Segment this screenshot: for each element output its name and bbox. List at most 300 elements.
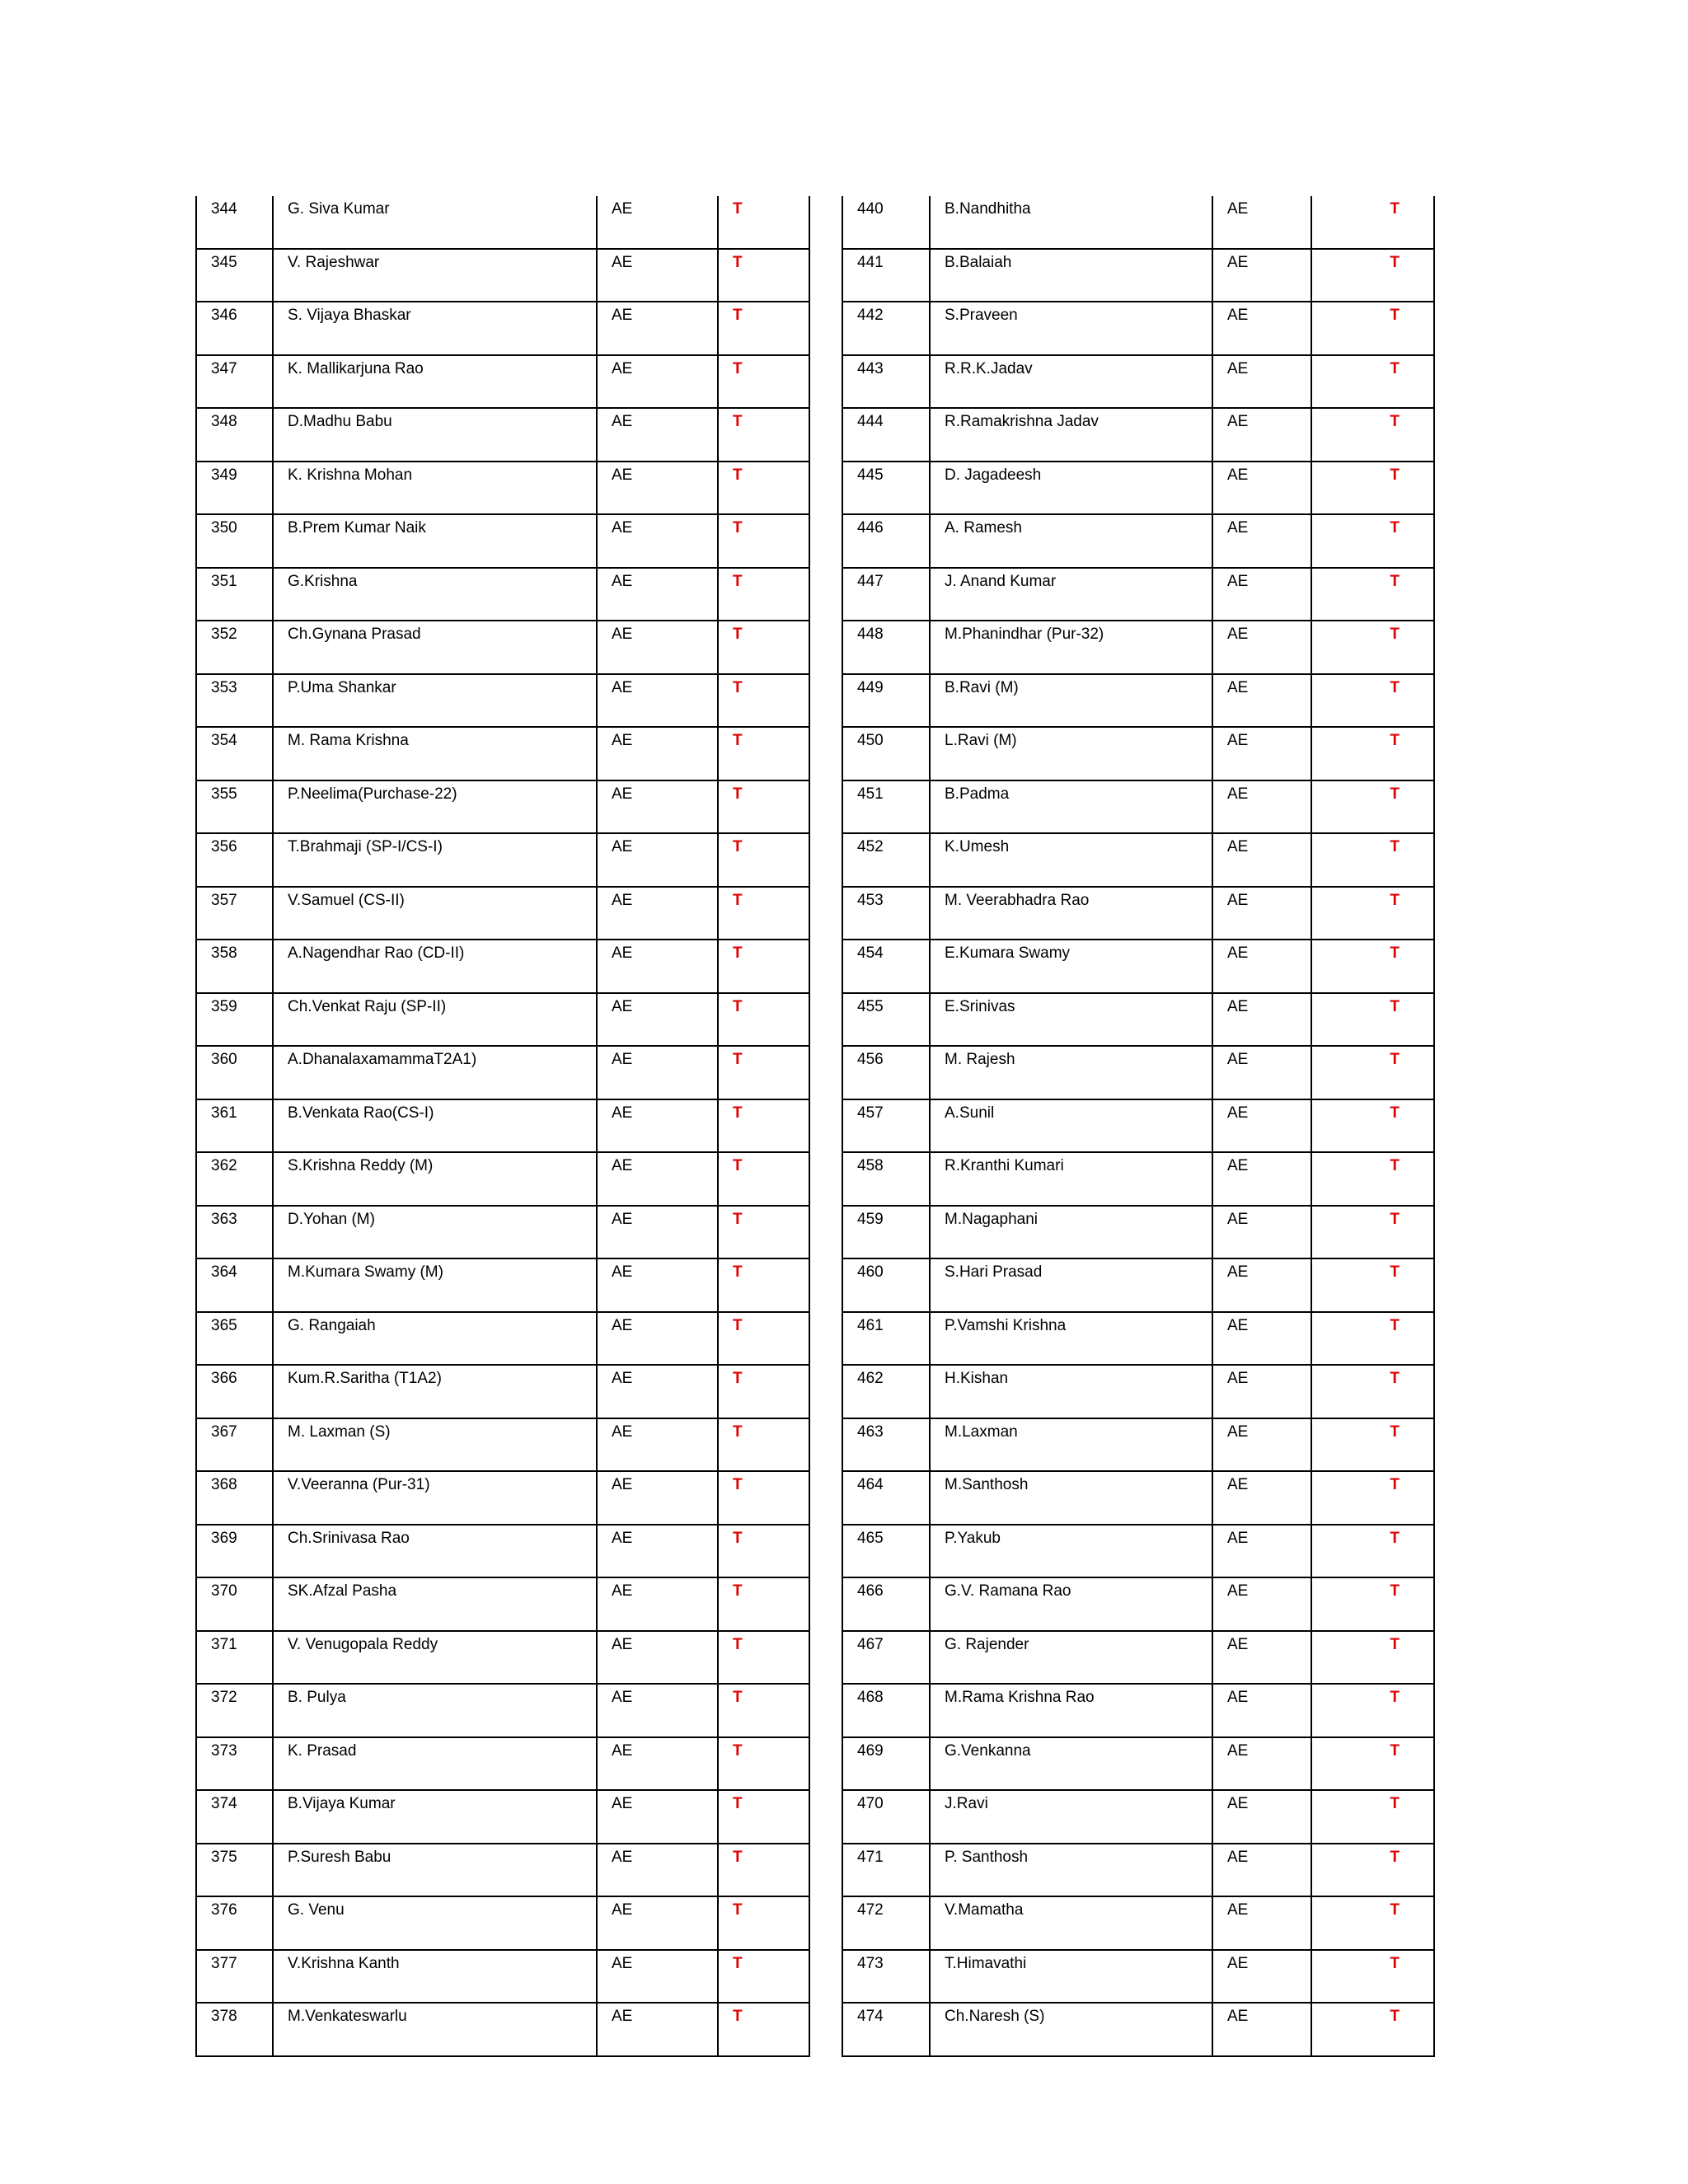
designation-cell: AE <box>1212 1950 1311 2004</box>
status-cell: T <box>718 408 809 462</box>
table-row <box>842 621 1434 674</box>
status-cell: T <box>718 1099 809 1153</box>
status-cell: T <box>1311 1790 1434 1844</box>
status-cell: T <box>1311 1577 1434 1631</box>
status-cell: T <box>718 993 809 1047</box>
serial-number-cell: 465 <box>842 1525 930 1578</box>
employee-name-cell: V. Venugopala Reddy <box>273 1631 597 1685</box>
serial-number-cell: 360 <box>196 1046 273 1099</box>
designation-cell: AE <box>597 1844 718 1897</box>
serial-number-cell: 354 <box>196 727 273 780</box>
table-row <box>842 355 1434 409</box>
designation-cell: AE <box>597 1471 718 1525</box>
serial-number-cell: 349 <box>196 462 273 515</box>
employee-name-cell: G. Rangaiah <box>273 1312 597 1366</box>
table-row <box>196 727 809 780</box>
status-cell: T <box>718 833 809 887</box>
designation-cell: AE <box>597 1206 718 1259</box>
table-row <box>842 940 1434 993</box>
employee-name-cell: G.V. Ramana Rao <box>930 1577 1212 1631</box>
serial-number-cell: 440 <box>842 196 930 249</box>
designation-cell: AE <box>597 196 718 249</box>
designation-cell: AE <box>597 727 718 780</box>
employee-name-cell: S.Praveen <box>930 302 1212 355</box>
table-row <box>842 1312 1434 1366</box>
designation-cell: AE <box>597 887 718 940</box>
designation-cell: AE <box>597 249 718 302</box>
serial-number-cell: 453 <box>842 887 930 940</box>
employee-name-cell: M.Rama Krishna Rao <box>930 1684 1212 1737</box>
serial-number-cell: 463 <box>842 1418 930 1472</box>
employee-name-cell: R.Ramakrishna Jadav <box>930 408 1212 462</box>
employee-name-cell: B.Vijaya Kumar <box>273 1790 597 1844</box>
designation-cell: AE <box>1212 621 1311 674</box>
serial-number-cell: 359 <box>196 993 273 1047</box>
serial-number-cell: 449 <box>842 674 930 728</box>
table-row <box>196 514 809 568</box>
employee-name-cell: M. Rama Krishna <box>273 727 597 780</box>
serial-number-cell: 458 <box>842 1152 930 1206</box>
employee-name-cell: M. Laxman (S) <box>273 1418 597 1472</box>
serial-number-cell: 353 <box>196 674 273 728</box>
serial-number-cell: 445 <box>842 462 930 515</box>
designation-cell: AE <box>597 514 718 568</box>
status-cell: T <box>1311 1631 1434 1685</box>
right-roster-body <box>842 196 1434 2056</box>
employee-name-cell: R.Kranthi Kumari <box>930 1152 1212 1206</box>
employee-name-cell: B.Venkata Rao(CS-I) <box>273 1099 597 1153</box>
table-row <box>196 1577 809 1631</box>
serial-number-cell: 469 <box>842 1737 930 1791</box>
status-cell: T <box>718 249 809 302</box>
employee-name-cell: G. Venu <box>273 1896 597 1950</box>
employee-name-cell: G. Siva Kumar <box>273 196 597 249</box>
designation-cell: AE <box>1212 514 1311 568</box>
designation-cell: AE <box>597 1258 718 1312</box>
designation-cell: AE <box>597 1525 718 1578</box>
table-row <box>196 993 809 1047</box>
table-row <box>842 249 1434 302</box>
serial-number-cell: 456 <box>842 1046 930 1099</box>
designation-cell: AE <box>1212 674 1311 728</box>
designation-cell: AE <box>1212 1258 1311 1312</box>
table-row <box>842 1844 1434 1897</box>
designation-cell: AE <box>1212 1844 1311 1897</box>
status-cell: T <box>1311 302 1434 355</box>
table-row <box>842 462 1434 515</box>
table-row <box>842 514 1434 568</box>
designation-cell: AE <box>1212 568 1311 621</box>
serial-number-cell: 368 <box>196 1471 273 1525</box>
employee-name-cell: M.Kumara Swamy (M) <box>273 1258 597 1312</box>
designation-cell: AE <box>1212 1418 1311 1472</box>
serial-number-cell: 345 <box>196 249 273 302</box>
status-cell: T <box>1311 408 1434 462</box>
table-row <box>196 1206 809 1259</box>
table-row <box>196 1418 809 1472</box>
designation-cell: AE <box>1212 1046 1311 1099</box>
designation-cell: AE <box>1212 2003 1311 2056</box>
status-cell: T <box>1311 1471 1434 1525</box>
serial-number-cell: 462 <box>842 1365 930 1418</box>
left-roster-table <box>195 196 810 2057</box>
serial-number-cell: 352 <box>196 621 273 674</box>
designation-cell: AE <box>597 1577 718 1631</box>
designation-cell: AE <box>1212 249 1311 302</box>
serial-number-cell: 454 <box>842 940 930 993</box>
status-cell: T <box>718 1896 809 1950</box>
table-row <box>196 568 809 621</box>
table-row <box>842 833 1434 887</box>
table-row <box>842 1418 1434 1472</box>
serial-number-cell: 474 <box>842 2003 930 2056</box>
table-row <box>196 1844 809 1897</box>
designation-cell: AE <box>1212 940 1311 993</box>
table-row <box>196 780 809 834</box>
status-cell: T <box>1311 1418 1434 1472</box>
employee-name-cell: B.Balaiah <box>930 249 1212 302</box>
designation-cell: AE <box>597 2003 718 2056</box>
designation-cell: AE <box>1212 1790 1311 1844</box>
serial-number-cell: 370 <box>196 1577 273 1631</box>
status-cell: T <box>718 514 809 568</box>
serial-number-cell: 446 <box>842 514 930 568</box>
table-row <box>842 1790 1434 1844</box>
employee-name-cell: J.Ravi <box>930 1790 1212 1844</box>
designation-cell: AE <box>1212 833 1311 887</box>
table-row <box>196 2003 809 2056</box>
table-row <box>842 1896 1434 1950</box>
serial-number-cell: 372 <box>196 1684 273 1737</box>
employee-name-cell: B.Prem Kumar Naik <box>273 514 597 568</box>
table-row <box>842 887 1434 940</box>
serial-number-cell: 450 <box>842 727 930 780</box>
designation-cell: AE <box>1212 1471 1311 1525</box>
serial-number-cell: 364 <box>196 1258 273 1312</box>
serial-number-cell: 447 <box>842 568 930 621</box>
status-cell: T <box>1311 940 1434 993</box>
employee-name-cell: H.Kishan <box>930 1365 1212 1418</box>
status-cell: T <box>718 727 809 780</box>
employee-name-cell: P.Yakub <box>930 1525 1212 1578</box>
serial-number-cell: 344 <box>196 196 273 249</box>
status-cell: T <box>1311 993 1434 1047</box>
status-cell: T <box>1311 1152 1434 1206</box>
status-cell: T <box>718 568 809 621</box>
status-cell: T <box>718 1365 809 1418</box>
employee-name-cell: D. Jagadeesh <box>930 462 1212 515</box>
designation-cell: AE <box>597 833 718 887</box>
designation-cell: AE <box>597 355 718 409</box>
status-cell: T <box>1311 1206 1434 1259</box>
designation-cell: AE <box>597 1896 718 1950</box>
employee-name-cell: M.Phanindhar (Pur-32) <box>930 621 1212 674</box>
status-cell: T <box>718 1684 809 1737</box>
employee-name-cell: V.Krishna Kanth <box>273 1950 597 2004</box>
serial-number-cell: 366 <box>196 1365 273 1418</box>
right-roster-table <box>842 196 1435 2057</box>
table-row <box>842 1152 1434 1206</box>
employee-name-cell: K.Umesh <box>930 833 1212 887</box>
status-cell: T <box>718 621 809 674</box>
employee-name-cell: R.R.K.Jadav <box>930 355 1212 409</box>
status-cell: T <box>1311 887 1434 940</box>
table-row <box>842 1525 1434 1578</box>
table-row <box>196 1896 809 1950</box>
table-row <box>842 408 1434 462</box>
employee-name-cell: Ch.Gynana Prasad <box>273 621 597 674</box>
status-cell: T <box>1311 727 1434 780</box>
employee-name-cell: V. Rajeshwar <box>273 249 597 302</box>
serial-number-cell: 466 <box>842 1577 930 1631</box>
status-cell: T <box>1311 2003 1434 2056</box>
table-row <box>842 1950 1434 2004</box>
employee-name-cell: V.Mamatha <box>930 1896 1212 1950</box>
table-row <box>196 462 809 515</box>
employee-name-cell: B.Nandhitha <box>930 196 1212 249</box>
table-row <box>842 780 1434 834</box>
table-row <box>196 1152 809 1206</box>
status-cell: T <box>718 355 809 409</box>
serial-number-cell: 452 <box>842 833 930 887</box>
status-cell: T <box>718 2003 809 2056</box>
employee-name-cell: Ch.Naresh (S) <box>930 2003 1212 2056</box>
status-cell: T <box>718 1790 809 1844</box>
table-row <box>196 940 809 993</box>
status-cell: T <box>718 462 809 515</box>
table-row <box>842 1046 1434 1099</box>
status-cell: T <box>1311 1099 1434 1153</box>
status-cell: T <box>718 1152 809 1206</box>
designation-cell: AE <box>597 1152 718 1206</box>
serial-number-cell: 369 <box>196 1525 273 1578</box>
designation-cell: AE <box>597 1737 718 1791</box>
table-row <box>196 1684 809 1737</box>
employee-name-cell: M.Laxman <box>930 1418 1212 1472</box>
employee-name-cell: SK.Afzal Pasha <box>273 1577 597 1631</box>
status-cell: T <box>718 302 809 355</box>
status-cell: T <box>1311 568 1434 621</box>
designation-cell: AE <box>597 1046 718 1099</box>
serial-number-cell: 355 <box>196 780 273 834</box>
serial-number-cell: 459 <box>842 1206 930 1259</box>
serial-number-cell: 361 <box>196 1099 273 1153</box>
status-cell: T <box>1311 1737 1434 1791</box>
table-row <box>196 1471 809 1525</box>
table-row <box>842 1577 1434 1631</box>
status-cell: T <box>1311 1258 1434 1312</box>
employee-name-cell: M.Santhosh <box>930 1471 1212 1525</box>
table-row <box>842 727 1434 780</box>
table-row <box>196 1525 809 1578</box>
serial-number-cell: 365 <box>196 1312 273 1366</box>
designation-cell: AE <box>597 940 718 993</box>
serial-number-cell: 367 <box>196 1418 273 1472</box>
serial-number-cell: 376 <box>196 1896 273 1950</box>
table-row <box>196 674 809 728</box>
designation-cell: AE <box>597 302 718 355</box>
designation-cell: AE <box>1212 196 1311 249</box>
table-row <box>842 1099 1434 1153</box>
table-row <box>842 993 1434 1047</box>
designation-cell: AE <box>597 1684 718 1737</box>
status-cell: T <box>718 1471 809 1525</box>
employee-name-cell: K. Mallikarjuna Rao <box>273 355 597 409</box>
serial-number-cell: 377 <box>196 1950 273 2004</box>
employee-name-cell: V.Samuel (CS-II) <box>273 887 597 940</box>
employee-name-cell: D.Madhu Babu <box>273 408 597 462</box>
table-row <box>842 1684 1434 1737</box>
serial-number-cell: 363 <box>196 1206 273 1259</box>
serial-number-cell: 464 <box>842 1471 930 1525</box>
status-cell: T <box>1311 1525 1434 1578</box>
status-cell: T <box>718 1525 809 1578</box>
employee-name-cell: A.DhanalaxamammaT2A1) <box>273 1046 597 1099</box>
table-row <box>842 302 1434 355</box>
designation-cell: AE <box>597 408 718 462</box>
serial-number-cell: 442 <box>842 302 930 355</box>
serial-number-cell: 461 <box>842 1312 930 1366</box>
designation-cell: AE <box>1212 1525 1311 1578</box>
employee-name-cell: L.Ravi (M) <box>930 727 1212 780</box>
designation-cell: AE <box>1212 408 1311 462</box>
employee-name-cell: S. Vijaya Bhaskar <box>273 302 597 355</box>
table-row <box>196 1365 809 1418</box>
status-cell: T <box>718 196 809 249</box>
table-row <box>196 302 809 355</box>
table-row <box>196 408 809 462</box>
table-row <box>842 1365 1434 1418</box>
status-cell: T <box>1311 621 1434 674</box>
table-row <box>196 1099 809 1153</box>
status-cell: T <box>718 887 809 940</box>
employee-name-cell: A.Nagendhar Rao (CD-II) <box>273 940 597 993</box>
serial-number-cell: 457 <box>842 1099 930 1153</box>
table-row <box>842 1631 1434 1685</box>
designation-cell: AE <box>1212 1206 1311 1259</box>
designation-cell: AE <box>597 993 718 1047</box>
designation-cell: AE <box>597 1365 718 1418</box>
designation-cell: AE <box>597 1418 718 1472</box>
employee-name-cell: P.Uma Shankar <box>273 674 597 728</box>
employee-name-cell: M. Veerabhadra Rao <box>930 887 1212 940</box>
serial-number-cell: 441 <box>842 249 930 302</box>
serial-number-cell: 357 <box>196 887 273 940</box>
employee-name-cell: M. Rajesh <box>930 1046 1212 1099</box>
table-row <box>842 674 1434 728</box>
designation-cell: AE <box>1212 302 1311 355</box>
serial-number-cell: 468 <box>842 1684 930 1737</box>
left-roster-body <box>196 196 809 2056</box>
table-row <box>196 249 809 302</box>
employee-name-cell: Ch.Venkat Raju (SP-II) <box>273 993 597 1047</box>
serial-number-cell: 472 <box>842 1896 930 1950</box>
employee-name-cell: P.Suresh Babu <box>273 1844 597 1897</box>
status-cell: T <box>718 1844 809 1897</box>
designation-cell: AE <box>597 674 718 728</box>
designation-cell: AE <box>1212 727 1311 780</box>
table-row <box>196 887 809 940</box>
status-cell: T <box>1311 1950 1434 2004</box>
status-cell: T <box>718 1046 809 1099</box>
employee-name-cell: E.Kumara Swamy <box>930 940 1212 993</box>
employee-name-cell: S.Krishna Reddy (M) <box>273 1152 597 1206</box>
status-cell: T <box>1311 780 1434 834</box>
table-row <box>196 621 809 674</box>
employee-name-cell: V.Veeranna (Pur-31) <box>273 1471 597 1525</box>
employee-name-cell: J. Anand Kumar <box>930 568 1212 621</box>
employee-name-cell: K. Prasad <box>273 1737 597 1791</box>
designation-cell: AE <box>597 1312 718 1366</box>
employee-name-cell: G. Rajender <box>930 1631 1212 1685</box>
employee-name-cell: D.Yohan (M) <box>273 1206 597 1259</box>
designation-cell: AE <box>1212 1684 1311 1737</box>
status-cell: T <box>718 1577 809 1631</box>
employee-name-cell: P.Vamshi Krishna <box>930 1312 1212 1366</box>
employee-name-cell: B.Padma <box>930 780 1212 834</box>
employee-name-cell: Ch.Srinivasa Rao <box>273 1525 597 1578</box>
status-cell: T <box>718 1950 809 2004</box>
employee-name-cell: A.Sunil <box>930 1099 1212 1153</box>
employee-name-cell: K. Krishna Mohan <box>273 462 597 515</box>
employee-name-cell: S.Hari Prasad <box>930 1258 1212 1312</box>
serial-number-cell: 358 <box>196 940 273 993</box>
table-row <box>196 1046 809 1099</box>
employee-name-cell: B. Pulya <box>273 1684 597 1737</box>
designation-cell: AE <box>597 621 718 674</box>
serial-number-cell: 350 <box>196 514 273 568</box>
designation-cell: AE <box>597 1631 718 1685</box>
status-cell: T <box>718 1258 809 1312</box>
employee-name-cell: M.Nagaphani <box>930 1206 1212 1259</box>
status-cell: T <box>1311 355 1434 409</box>
status-cell: T <box>1311 1312 1434 1366</box>
designation-cell: AE <box>597 1099 718 1153</box>
status-cell: T <box>718 1737 809 1791</box>
designation-cell: AE <box>597 568 718 621</box>
status-cell: T <box>718 674 809 728</box>
employee-name-cell: G.Venkanna <box>930 1737 1212 1791</box>
status-cell: T <box>718 780 809 834</box>
serial-number-cell: 471 <box>842 1844 930 1897</box>
status-cell: T <box>718 1206 809 1259</box>
employee-name-cell: P.Neelima(Purchase-22) <box>273 780 597 834</box>
serial-number-cell: 378 <box>196 2003 273 2056</box>
serial-number-cell: 371 <box>196 1631 273 1685</box>
table-row <box>842 196 1434 249</box>
status-cell: T <box>1311 514 1434 568</box>
status-cell: T <box>1311 196 1434 249</box>
table-row <box>196 355 809 409</box>
status-cell: T <box>718 1631 809 1685</box>
designation-cell: AE <box>1212 1099 1311 1153</box>
employee-name-cell: T.Brahmaji (SP-I/CS-I) <box>273 833 597 887</box>
table-row <box>842 1258 1434 1312</box>
designation-cell: AE <box>1212 1312 1311 1366</box>
status-cell: T <box>1311 462 1434 515</box>
designation-cell: AE <box>1212 780 1311 834</box>
designation-cell: AE <box>1212 1737 1311 1791</box>
status-cell: T <box>1311 1046 1434 1099</box>
table-row <box>196 1737 809 1791</box>
status-cell: T <box>718 1312 809 1366</box>
serial-number-cell: 362 <box>196 1152 273 1206</box>
serial-number-cell: 444 <box>842 408 930 462</box>
employee-name-cell: P. Santhosh <box>930 1844 1212 1897</box>
table-row <box>196 1790 809 1844</box>
designation-cell: AE <box>1212 993 1311 1047</box>
table-row <box>842 1737 1434 1791</box>
